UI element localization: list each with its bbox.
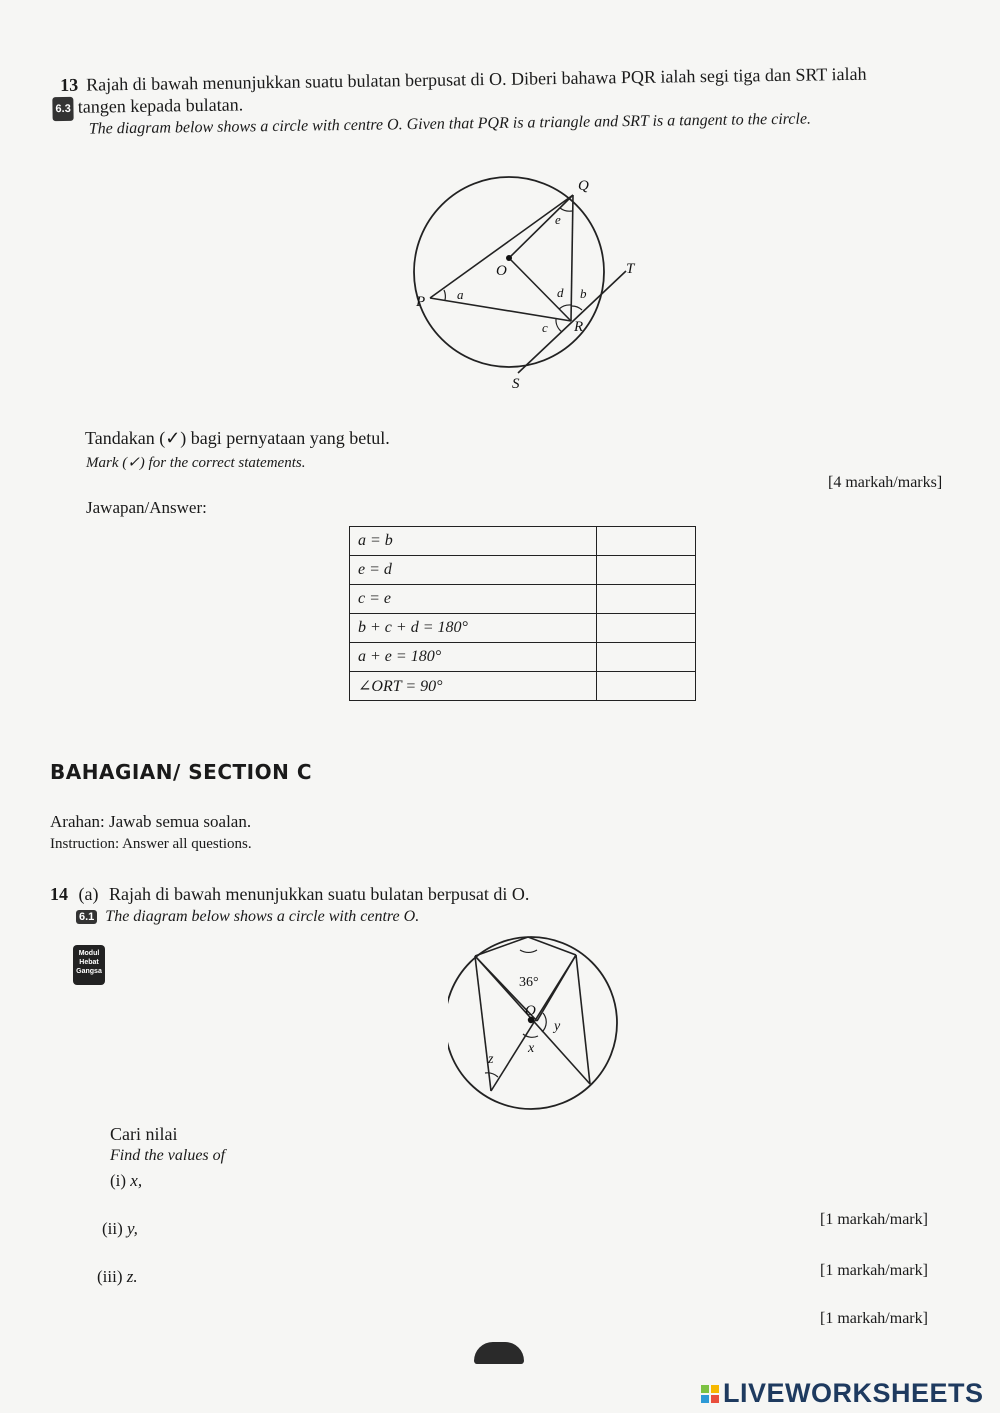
q14-part-i: (i) x, xyxy=(110,1171,143,1190)
modul-hebat-gangsa-badge: Modul Hebat Gangsa xyxy=(73,945,105,985)
q14-malay-line: 14 (a) Rajah di bawah menunjukkan suatu bulatan berpusat di O. xyxy=(50,884,530,904)
tick-cell[interactable] xyxy=(597,527,696,556)
q14-part-iii: (iii) z. xyxy=(97,1267,138,1286)
q14-marks-3: [1 markah/mark] xyxy=(820,1310,928,1327)
q13-line-OQ xyxy=(509,195,573,258)
tick-cell[interactable] xyxy=(597,585,696,614)
section-c-instruction-en: Instruction: Answer all questions. xyxy=(50,836,252,852)
q13-english-line: The diagram below shows a circle with centre O. Given that PQR is a triangle and SRT is a tangent to the circle. xyxy=(88,110,812,138)
table-row xyxy=(350,672,696,701)
q14-marks-2: [1 markah/mark] xyxy=(820,1262,928,1279)
q14-label-y: y xyxy=(554,1019,561,1034)
q13-centre-dot xyxy=(506,255,512,261)
tick-cell[interactable] xyxy=(597,672,696,701)
q14-label-angle: 36° xyxy=(519,975,539,990)
q14-english-line: 6.1 The diagram below shows a circle with centre O. xyxy=(76,908,419,926)
statement-cell: a + e = 180° xyxy=(350,643,597,672)
q13-malay-line-1: 13 Rajah di bawah menunjukkan suatu bulatan berpusat di O. Diberi bahawa PQR ialah segi tiga dan SRT ialah xyxy=(60,63,867,95)
q14-circle xyxy=(448,937,617,1109)
q14-find-en: Find the values of xyxy=(110,1147,226,1164)
q13-label-b: b xyxy=(580,286,587,301)
q13-label-c: c xyxy=(542,320,548,335)
q13-topic-badge: 6.3 xyxy=(52,97,74,121)
q14-marks-1: [1 markah/mark] xyxy=(820,1211,928,1228)
page-number-blob xyxy=(474,1342,524,1364)
table-row xyxy=(350,556,696,585)
q14-find-ms: Cari nilai xyxy=(110,1124,178,1144)
q13-label-T: T xyxy=(626,261,635,277)
q14-label-z: z xyxy=(488,1052,494,1067)
q13-label-S: S xyxy=(512,376,520,392)
q14-label-x: x xyxy=(528,1041,535,1056)
table-row xyxy=(350,527,696,556)
section-c-instruction-ms: Arahan: Jawab semua soalan. xyxy=(50,812,252,831)
q13-instruction-ms: Tandakan (✓) bagi pernyataan yang betul. xyxy=(85,428,390,448)
statement-cell: b + c + d = 180° xyxy=(350,614,597,643)
q13-arc-a xyxy=(444,290,445,300)
q13-arc-d xyxy=(559,305,571,309)
q14-part: (a) xyxy=(78,884,99,904)
q14-topic-badge: 6.1 xyxy=(76,910,97,924)
liveworksheets-text: LIVEWORKSHEETS xyxy=(723,1378,984,1408)
tick-cell[interactable] xyxy=(597,643,696,672)
liveworksheets-logo[interactable] xyxy=(700,1378,984,1409)
question-13-header xyxy=(55,61,981,139)
q13-line-PR xyxy=(430,298,571,321)
q13-label-R: R xyxy=(574,319,584,335)
q13-instruction-en: Mark (✓) for the correct statements. xyxy=(86,455,306,471)
tick-cell[interactable] xyxy=(597,556,696,585)
q13-arc-e xyxy=(560,208,572,211)
table-row xyxy=(350,585,696,614)
statement-cell: e = d xyxy=(350,556,597,585)
table-row xyxy=(350,643,696,672)
q13-marks: [4 markah/marks] xyxy=(828,474,943,491)
statement-cell: a = b xyxy=(350,527,597,556)
statement-cell: ∠ORT = 90° xyxy=(350,672,597,701)
q13-label-Q: Q xyxy=(578,178,589,194)
q13-circle-diagram xyxy=(400,168,660,398)
q14-number: 14 xyxy=(50,884,68,904)
q13-arc-b xyxy=(571,306,582,310)
q14-circle-diagram xyxy=(448,928,618,1118)
q13-circle xyxy=(414,177,604,367)
q14-label-O: O xyxy=(525,1003,536,1019)
q13-label-O: O xyxy=(496,263,507,279)
statement-cell: c = e xyxy=(350,585,597,614)
tick-cell[interactable] xyxy=(597,614,696,643)
liveworksheets-icon xyxy=(700,1384,720,1404)
q13-label-a: a xyxy=(457,287,464,302)
q13-answer-label: Jawapan/Answer: xyxy=(86,498,207,517)
q13-number: 13 xyxy=(60,74,79,95)
q13-label-P: P xyxy=(416,294,426,310)
q13-line-PQ xyxy=(430,195,573,298)
q13-label-d: d xyxy=(557,285,564,300)
section-c-title: BAHAGIAN/ SECTION C xyxy=(50,760,312,784)
q13-line-QR xyxy=(571,195,573,321)
q13-statement-table xyxy=(349,526,696,701)
q13-label-e: e xyxy=(555,212,561,227)
q13-arc-c xyxy=(556,319,562,332)
q14-part-ii: (ii) y, xyxy=(102,1219,138,1238)
q13-malay-line-2: 6.3 tangen kepada bulatan. xyxy=(52,83,980,121)
table-row xyxy=(350,614,696,643)
